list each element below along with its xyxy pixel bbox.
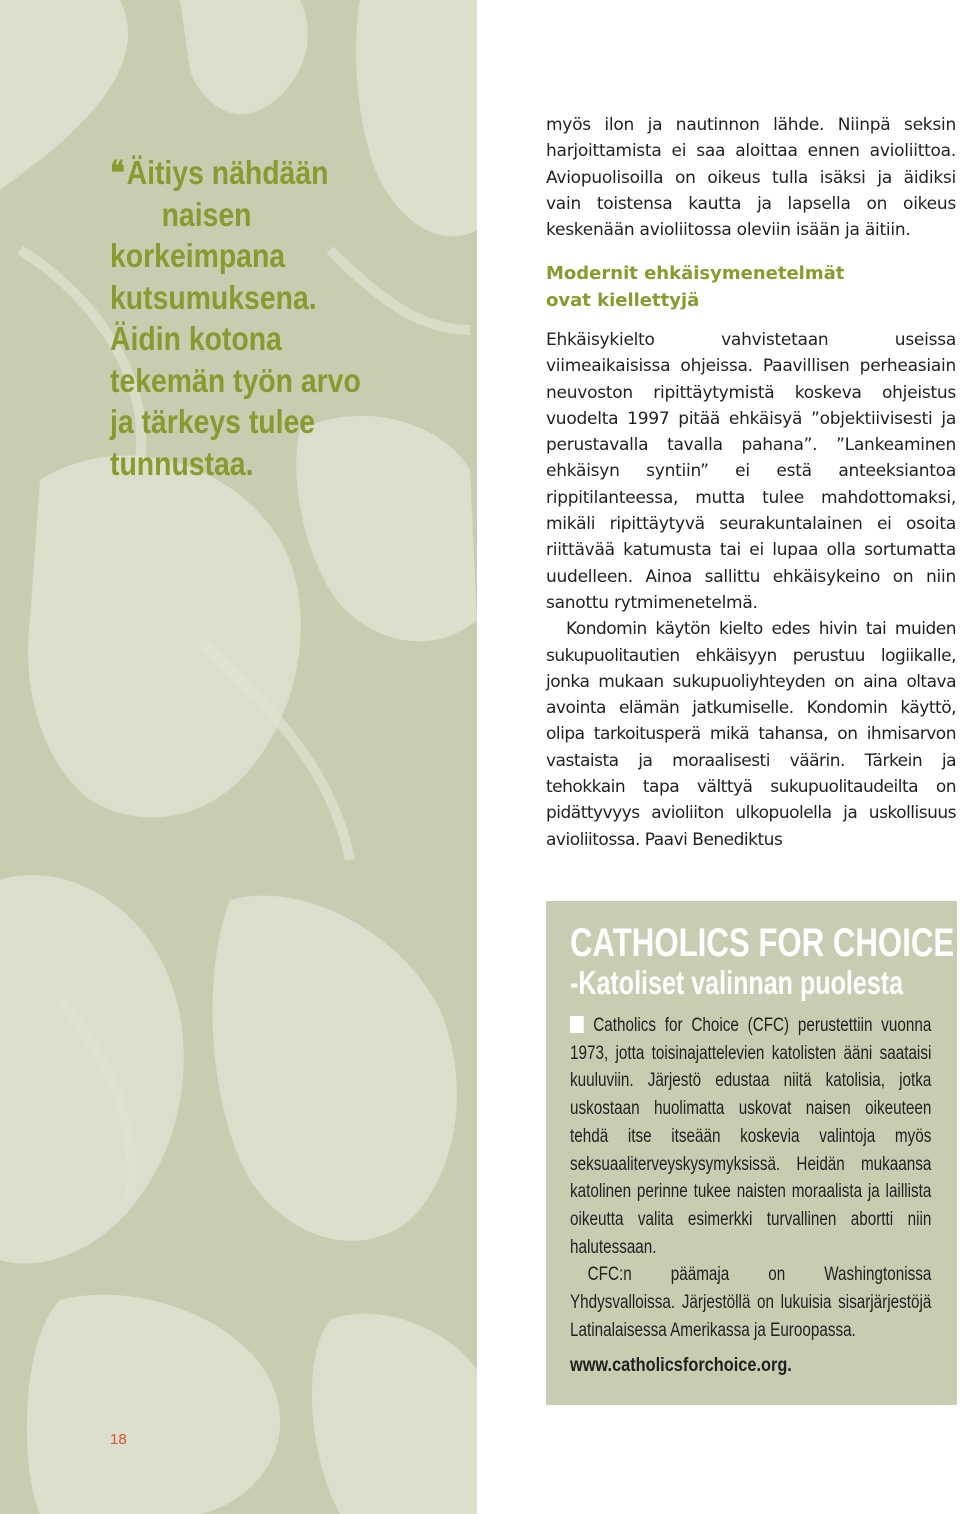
info-box-paragraph-1-text: Catholics for Choice (CFC) perustettiin vuonna 1973, jotta toisinajattelevien katolisten ääni saataisi kuuluviin. Järjestö edustaa niitä katolisia, jotka uskostaan huolimatta uskovat naisen oikeuteen tehdä itse itseään koskevia valintoja myös seksuaaliterveyskysymyksissä. Heidän mukaansa katolinen perinne tukee naisten moraalista ja laillista oikeutta valita esimerkki turvallinen abortti niin halutessaan.	[570, 1015, 932, 1258]
page-number: 18	[110, 1431, 127, 1448]
body-column	[546, 327, 956, 853]
pull-quote	[110, 152, 394, 484]
pull-quote-line: tunnustaa.	[110, 444, 254, 482]
body-paragraph-2: Kondomin käytön kielto edes hivin tai muiden sukupuolitautien ehkäisyyn perustuu logiikalle, jonka mukaan sukupuoliyhteyden on aina oltava avointa elämän jatkumiselle. Kondomin käyttö, olipa tarkoitusperä mikä tahansa, on ihmisarvon vastaista ja moraalisesti väärin. Tärkein ja tehokkain tapa välttyä sukupuolitaudeilta on pidättyvyys avioliiton ulkopuolella ja uskollisuus avioliitossa. Paavi Benediktus	[546, 619, 956, 850]
cfc-info-box	[546, 901, 957, 1405]
section-heading	[546, 260, 946, 314]
intro-paragraph: myös ilon ja nautinnon lähde. Niinpä seksin harjoittamista ei saa aloittaa ennen avioliittoa. Aviopuolisoilla on oikeus tulla isäksi ja äidiksi vain toistensa kautta ja lapsella on oikeus keskenään avioliitossa oleviin isään ja äitiin.	[546, 115, 956, 241]
info-box-subtitle: -Katoliset valinnan puolesta	[570, 964, 904, 1001]
pull-quote-line: naisen	[161, 195, 252, 233]
section-heading-line: ovat kiellettyjä	[546, 290, 700, 311]
pull-quote-line: tekemän työn arvo	[110, 361, 361, 399]
pull-quote-line: kutsumuksena.	[110, 278, 317, 316]
left-panel	[0, 0, 477, 1514]
info-box-title: CATHOLICS FOR CHOICE	[570, 921, 955, 965]
pull-quote-line: Äidin kotona	[110, 320, 282, 357]
pull-quote-line: ja tärkeys tulee	[110, 403, 316, 440]
pull-quote-line: korkeimpana	[110, 237, 286, 274]
info-box-paragraph-2: CFC:n päämaja on Washingtonissa Yhdysvalloissa. Järjestöllä on lukuisia sisarjärjestöjä Latinalaisessa Amerikassa ja Euroopassa.	[570, 1264, 932, 1341]
bullet-square-icon	[570, 1016, 584, 1033]
cfc-website-link[interactable]: www.catholicsforchoice.org.	[570, 1355, 792, 1376]
intro-column	[546, 112, 956, 243]
quote-mark-icon: ❛❛	[110, 153, 122, 192]
body-paragraph-1: Ehkäisykielto vahvistetaan useissa viimeaikaisissa ohjeissa. Paavillisen perheasiain neuvoston ripittäytymistä koskeva ohjeistus vuodelta 1997 pitää ehkäisyä ”objektiivisesti ja perustavalla tavalla pahana”. ”Lankeaminen ehkäisyn syntiin” ei estä anteeksiantoa rippitilanteessa, mutta tulee mahdottomaksi, mikäli ripittäytyvä seurakuntalainen ei osoita riittävää katumusta tai ei lupaa olla sortumatta uudelleen. Ainoa sallittu ehkäisykeino on niin sanottu rytmimenetelmä.	[546, 330, 956, 613]
pull-quote-line: Äitiys nähdään	[126, 154, 329, 191]
info-box-paragraph-1	[570, 1012, 931, 1261]
section-heading-line: Modernit ehkäisymenetelmät	[546, 263, 845, 284]
info-box-body	[570, 1012, 931, 1344]
